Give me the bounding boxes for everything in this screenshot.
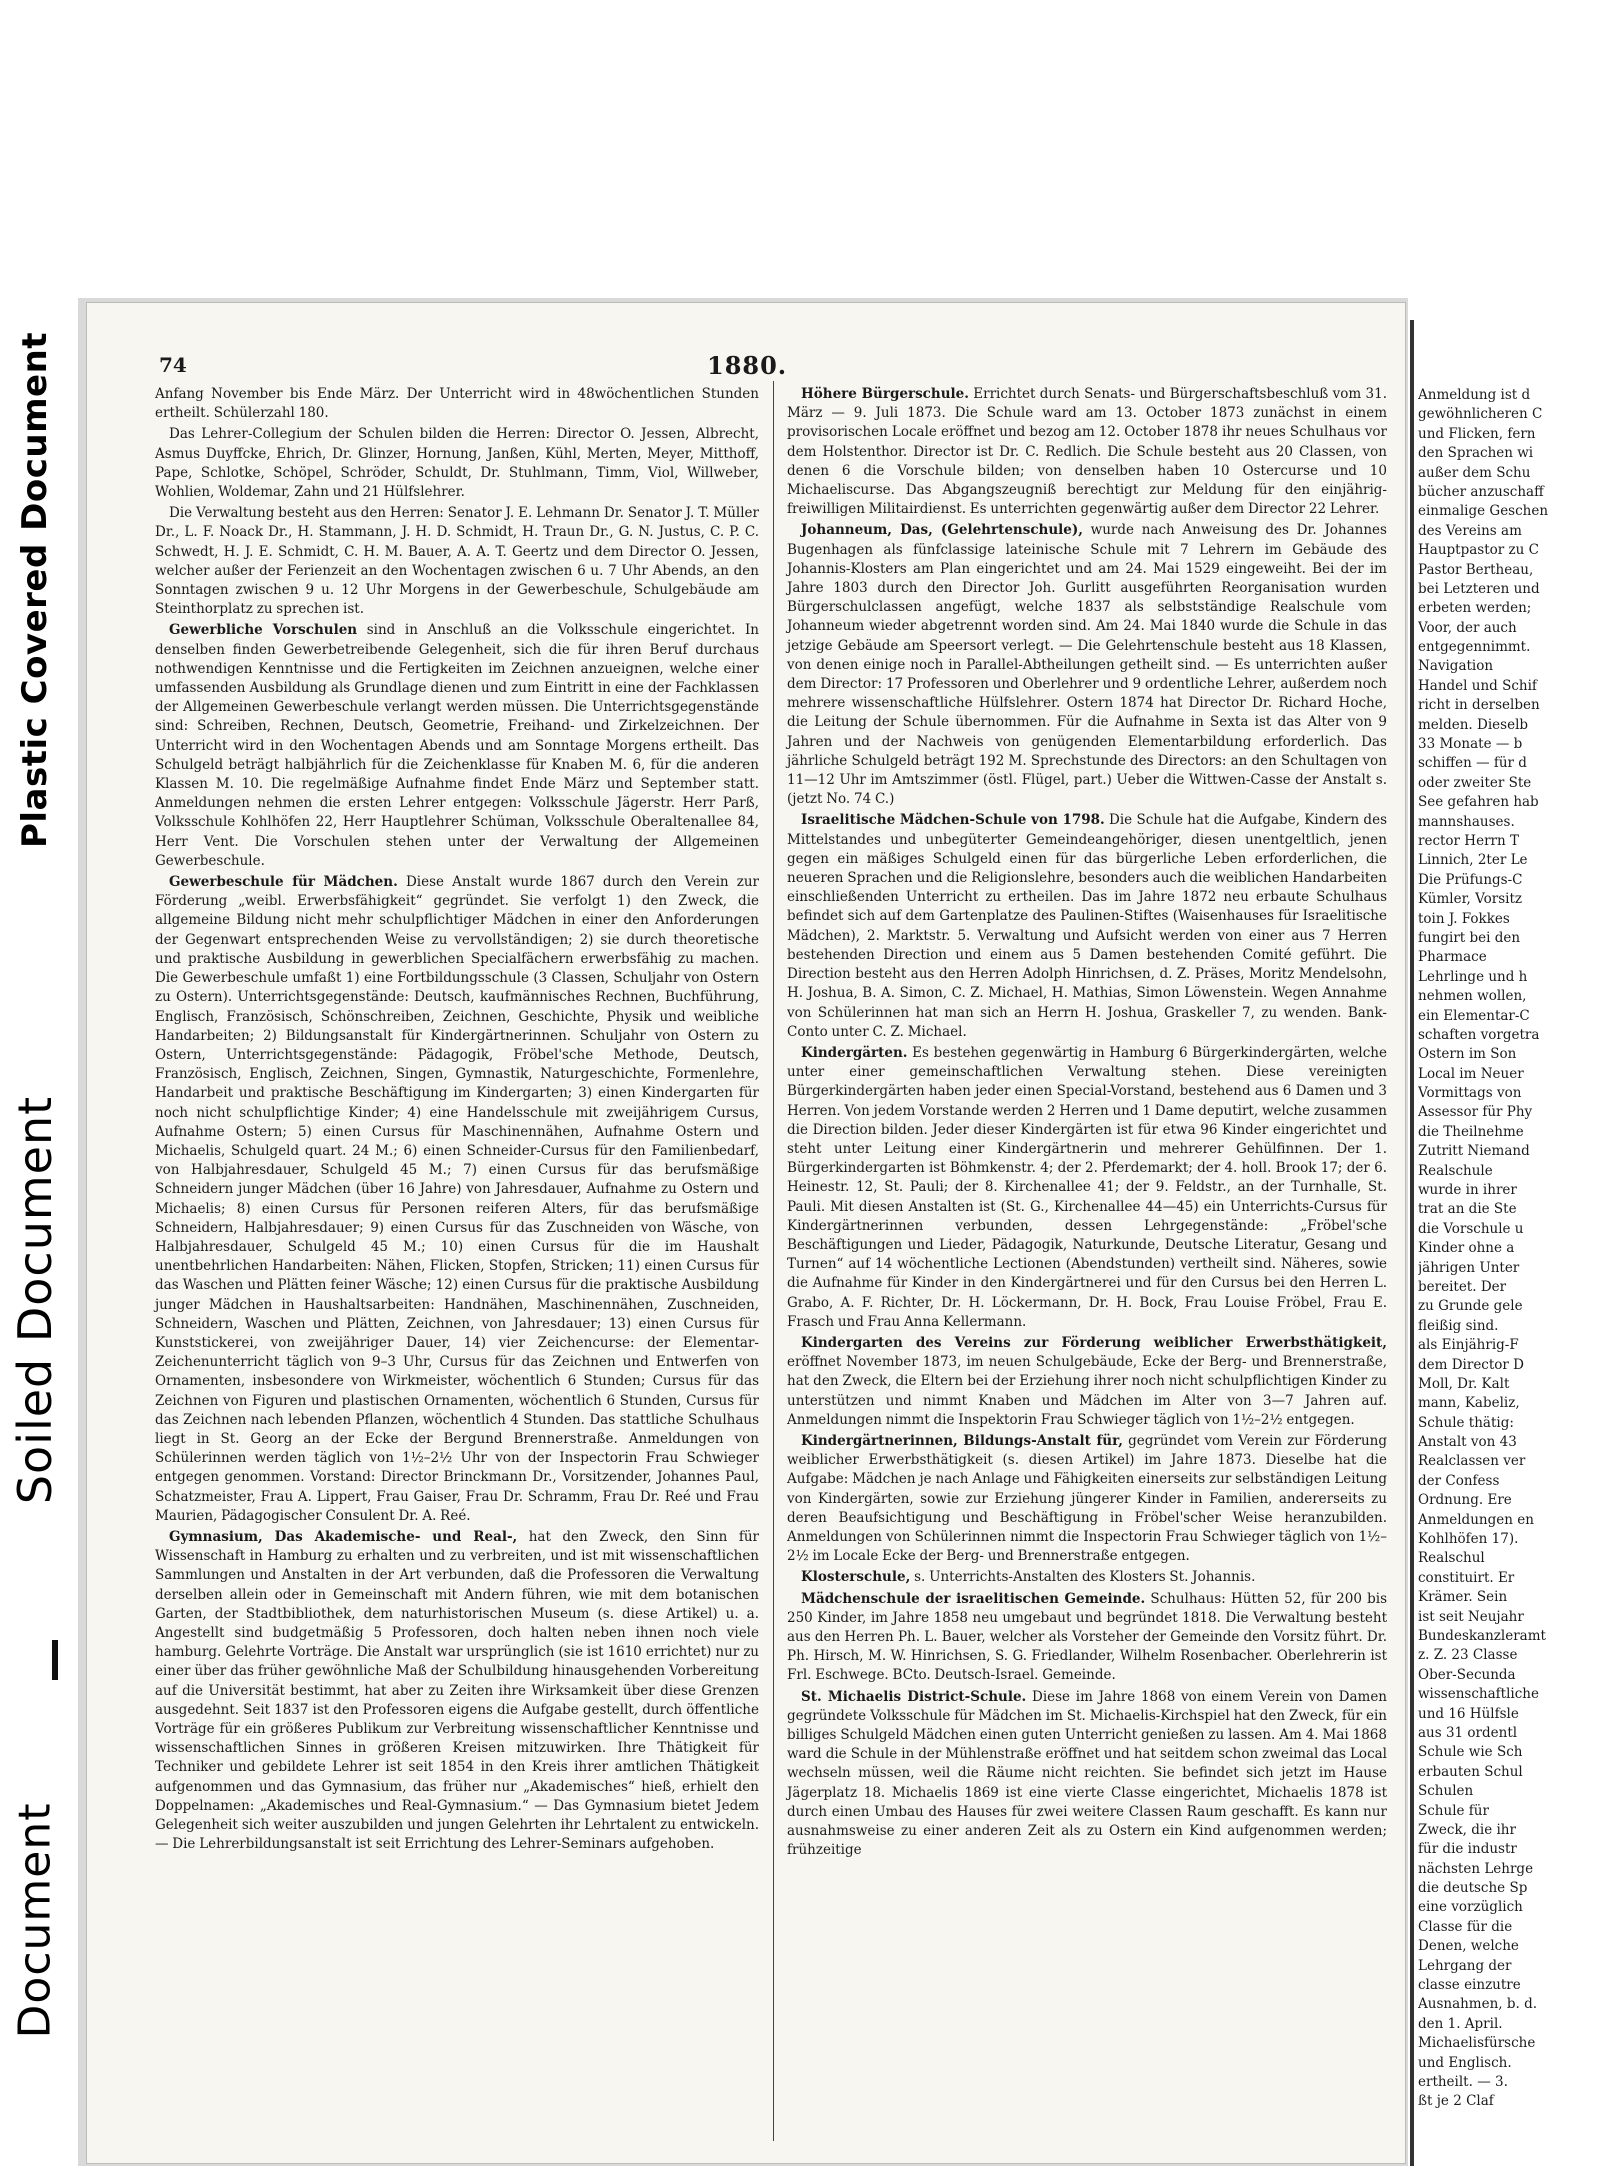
fragment-line: schiffen — für d [1418,755,1527,772]
fragment-line: und Englisch. [1418,2054,1512,2071]
fragment-line: und Flicken, fern [1418,425,1536,442]
article-paragraph [787,1334,1387,1430]
fragment-line: entgegennimmt. [1418,639,1531,656]
next-page-edge [1410,320,1414,2166]
article-text: sind in Anschluß an die Volksschule eingerichtet. In denselben finden Gewerbetreibende Gelegenheit, sich die für ihren Beruf durchaus nothwendigen Kenntnisse und die Fertigkeiten im Zeichnen anzueignen, welche einer umfassenden Ausbildung als Grundlage dienen und zum Eintritt in eine der Fachklassen der Allgemeinen Gewerbeschule verlangt werden müssen. Die Unterrichtsgegenstände sind: Schreiben, Rechnen, Deutsch, Geometrie, Freihand- und Zirkelzeichnen. Der Unterricht wird in den Wochentagen Abends und am Sonntage Morgens ertheilt. Das Schulgeld beträgt halbjährlich für die Zeichenklasse für Knaben M. 6, für die anderen Klassen M. 10. Die regelmäßige Aufnahme findet Ende März und September statt. Anmeldungen nehmen die ersten Lehrer entgegen: Volksschule Jägerstr. Herr Parß, Volksschule Kohlhöfen 22, Herr Hauptlehrer Schüman, Volksschule Oberaltenallee 84, Herr Vent. Die Vorschulen stehen unter der Verwaltung der Allgemeinen Gewerbeschule. [155,622,759,869]
article-text: Diese im Jahre 1868 von einem Verein von Damen gegründete Volksschule für Mädchen im St. Michaelis-Kirchspiel hat den Zweck, für ein billiges Schulgeld Mädchen einen guten Unterricht genießen zu lassen. Am 4. Mai 1868 ward die Schule in der Mühlenstraße eröffnet und hat seitdem schon zweimal das Local wechseln müssen, weil die Räume nicht reichten. Sie befindet sich jetzt im Hause Jägerplatz 18. Michaelis 1869 ist eine vierte Classe eingerichtet, Michaelis 1878 ist durch einen Umbau des Hauses für zwei weitere Classen Raum geschafft. Es kann nur ausnahmsweise zu einer anderen Zeit als zu Ostern ein Kind aufgenommen werden; frühzeitige [787,1688,1387,1859]
fragment-line: jährigen Unter [1418,1259,1520,1276]
article-heading: Höhere Bürgerschule. [801,386,969,402]
spine-label-soiled: Soiled Document [8,1095,62,1505]
fragment-line: wissenschaftliche [1418,1686,1539,1703]
article-paragraph [155,621,759,871]
fragment-line: Michaelisfürsche [1418,2035,1536,2052]
article-text: Die Schule hat die Aufgabe, Kindern des Mittelstandes und unbegüterter Gemeindeangehöriger, diesen unentgeltlich, jenen gegen ein mäßiges Schulgeld einen für das bürgerliche Leben erforderlichen, die neueren Sprachen und die Religionslehre, besonders auch die weiblichen Handarbeiten einschließenden Unterricht zu ertheilen. Das im Jahre 1872 neu erbaute Schulhaus befindet sich auf dem Gartenplatze des Paulinen-Stiftes (Waisenhauses für Israelitische Mädchen), 2. Marktstr. 5. Verwaltung und Aufsicht werden von einer aus 7 Herren bestehenden Direction und einem aus 5 Damen bestehenden Comité geführt. Die Direction besteht aus den Herren Adolph Hinrichsen, d. Z. Präses, Moritz Mendelsohn, H. Joshua, B. A. Simon, C. Z. Michael, H. Mathias, Simon Löwenstein. Wegen Annahme von Schülerinnen hat man sich an Herrn H. Joshua, Graskeller 7, zu wenden. Bank-Conto unter C. Z. Michael. [787,812,1387,1040]
article-paragraph [787,811,1387,1041]
fragment-line: Kinder ohne a [1418,1240,1515,1257]
fragment-line: Pastor Bertheau, [1418,561,1534,578]
article-heading: Israelitische Mädchen-Schule von 1798. [801,812,1105,829]
right-column [787,385,1387,1862]
article-text: Die Verwaltung besteht aus den Herren: Senator J. E. Lehmann Dr. Senator J. T. Müller Dr., L. F. Noack Dr., H. Stammann, J. H. D. Schmidt, H. Traun Dr., G. N. Justus, C. P. C. Schwedt, H. J. E. Schmidt, C. H. M. Bauer, A. A. T. Geertz und dem Director O. Jessen, welcher außer der Ferienzeit an den Wochentagen zwischen 6 u. 7 Uhr Abends, an den Sonntagen zwischen 9 u. 12 Uhr Morgens in der Gewerbeschule, Schulgebäude am Steinthorplatz zu sprechen ist. [155,505,759,618]
article-heading: Kindergärtnerinnen, Bildungs-Anstalt für, [801,1432,1123,1449]
article-text: Das Lehrer-Collegium der Schulen bilden die Herren: Director O. Jessen, Albrecht, Asmus Duyffcke, Ehrich, Dr. Glinzer, Hornung, Janßen, Kühl, Merten, Meyer, Mitthoff, Pape, Schlotke, Schöpel, Schröder, Schuldt, Dr. Stuhlmann, Timm, Viol, Willweber, Wohlien, Woldemar, Zahn und 21 Hülfslehrer. [155,426,759,501]
fragment-line: mannshauses. [1418,813,1515,830]
article-text: Errichtet durch Senats- und Bürgerschaftsbeschluß vom 31. März — 9. Juli 1873. Die Schule ward am 13. October 1873 zunächst in einem provisorischen Locale eröffnet und bezog am 12. October 1878 ihr neues Schulhaus vor dem Holstenthor. Director ist Dr. C. Redlich. Die Schule besteht aus 20 Classen, von denen 6 die Vorschule bilden; von denselben haben 10 Ostercurse und 10 Michaeliscurse. Das Abgangszeugniß berechtigt zur Meldung für den einjährig-freiwilligen Militairdienst. Es unterrichten gegenwärtig außer dem Director 22 Lehrer. [787,386,1387,518]
article-text: Anfang November bis Ende März. Der Unterricht wird in 48wöchentlichen Stunden ertheilt. Schülerzahl 180. [155,386,759,422]
fragment-line: Ordnung. Ere [1418,1492,1512,1509]
fragment-line: einmalige Geschen [1418,503,1549,520]
fragment-line: der Confess [1418,1472,1500,1489]
fragment-line: die deutsche Sp [1418,1880,1528,1897]
fragment-line: See gefahren hab [1418,794,1539,811]
article-paragraph [787,521,1387,809]
fragment-line: schaften vorgetra [1418,1026,1540,1043]
fragment-line: die Theilnehme [1418,1123,1524,1140]
fragment-line: für die industr [1418,1841,1517,1858]
article-paragraph [787,385,1387,519]
fragment-line: Local im Neuer [1418,1065,1524,1082]
fragment-line: zu Grunde gele [1418,1298,1523,1315]
article-heading: Gewerbeschule für Mädchen. [169,874,398,891]
article-paragraph [155,504,759,619]
fragment-line: ist seit Neujahr [1418,1608,1524,1625]
fragment-line: ßt je 2 Claf [1418,2093,1494,2110]
fragment-line: Zutritt Niemand [1418,1143,1530,1160]
article-paragraph [787,1590,1387,1686]
fragment-line: Vormittags von [1418,1085,1522,1102]
fragment-line: den 1. April. [1418,2015,1503,2032]
fragment-line: fleißig sind. [1418,1317,1499,1334]
fragment-line: aus 31 ordentl [1418,1724,1518,1741]
fragment-line: trat an die Ste [1418,1201,1517,1218]
fragment-line: Schulen [1418,1783,1474,1800]
fragment-line: Hauptpastor zu C [1418,542,1539,559]
fragment-line: Anstalt von 43 [1418,1434,1517,1451]
fragment-line: außer dem Schu [1418,464,1531,481]
fragment-line: Assessor für Phy [1418,1104,1533,1121]
fragment-line: Schule thätig: [1418,1414,1514,1431]
fragment-line: ertheilt. — 3. [1418,2073,1508,2090]
spine-label-document: Document [9,1802,61,2038]
fragment-line: classe einzutre [1418,1977,1521,1994]
article-heading: Gewerbliche Vorschulen [169,622,358,639]
fragment-line: rector Herrn T [1418,832,1519,849]
left-column [155,385,759,1856]
fragment-line: dem Director D [1418,1356,1524,1373]
fragment-line: oder zweiter Ste [1418,774,1532,791]
fragment-line: und 16 Hülfsle [1418,1705,1519,1722]
fragment-line: Lehrgang der [1418,1957,1512,1974]
fragment-line: erbeten werden; [1418,600,1532,617]
fragment-line: 33 Monate — b [1418,736,1523,753]
fragment-line: bei Letzteren und [1418,580,1540,597]
fragment-line: des Vereins am [1418,522,1522,539]
fragment-line: Lehrlinge und h [1418,968,1528,985]
scanned-page [86,302,1406,2164]
fragment-line: mann, Kabeliz, [1418,1395,1520,1412]
page-number: 74 [159,353,187,377]
fragment-line: Realclassen ver [1418,1453,1526,1470]
article-paragraph [155,385,759,423]
page-header [87,353,1405,387]
fragment-line: Ausnahmen, b. d. [1418,1996,1538,2013]
fragment-line: Navigation [1418,658,1494,675]
fragment-line: Kümler, Vorsitz [1418,891,1523,908]
next-page-fragment [1418,386,1600,2166]
article-paragraph [155,1528,759,1854]
fragment-line: Krämer. Sein [1418,1589,1508,1606]
article-text: Es bestehen gegenwärtig in Hamburg 6 Bürgerkindergärten, welche unter einer gemeinschaftlichen Verwaltung stehen. Diese vereinigten Bürgerkindergärten haben jeder einen Special-Vorstand, bestehend aus 6 Damen und 3 Herren. Von jedem Vorstande werden 2 Herren und 1 Dame deputirt, welche zusammen die Direction bilden. Jeder dieser Kindergärten ist für etwa 96 Kinder eingerichtet und steht unter Leitung einer Kindergärtnerin und mehrerer Gehülfinnen. Der 1. Bürgerkindergarten ist Böhmkenstr. 4; der 2. Pferdemarkt; der 4. holl. Brook 17; der 6. Heinestr. 12, St. Pauli; der 8. Kirchenallee 41; der 9. Feldstr., an der Turnhalle, St. Pauli. Mit diesen Anstalten ist (St. G., Kirchenallee 44—45) ein Unterrichts-Cursus für Kindergärtnerinnen verbunden, dessen Lehrgegenstände: „Fröbel'sche Beschäftigungen und Lieder, Pädagogik, Naturkunde, Deutsche Literatur, Gesang und Turnen“ auf 14 wöchentliche Lectionen (Abendstunden) vertheilt sind. Näheres, sowie die Aufnahme für Kinder in den Kindergärtnerei und für den Cursus bei den Herren L. Grabo, A. F. Richter, Dr. H. Löckermann, Dr. H. Bock, Frau Louise Fröbel, Frau E. Frasch und Frau Anna Kellermann. [787,1044,1387,1330]
fragment-line: als Einjährig-F [1418,1337,1519,1354]
fragment-line: richt in derselben [1418,697,1540,714]
article-text: s. Unterrichts-Anstalten des Klosters St. Johannis. [910,1569,1256,1586]
fragment-line: toin J. Fokkes [1418,910,1510,927]
fragment-line: bücher anzuschaff [1418,483,1544,500]
article-text: Diese Anstalt wurde 1867 durch den Verein zur Förderung „weibl. Erwerbsfähigkeit“ gegründet. Sie verfolgt 1) den Zweck, die allgemeine Bildung nicht mehr schulpflichtiger Mädchen in einer den Anforderungen der Gegenwart entsprechenden Weise zu vervollständigen; 2) sie durch theoretische und praktische Ausbildung in gewerblichen Specialfächern erwerbsfähig zu machen. Die Gewerbeschule umfaßt 1) eine Fortbildungsschule (3 Classen, Schuljahr von Ostern zu Ostern). Unterrichtsgegenstände: Deutsch, kaufmännisches Rechnen, Buchführung, Englisch, Französisch, Schönschreiben, Zeichnen, Geschichte, Physik und weibliche Handarbeiten; 2) Bildungsanstalt für Kindergärtnerinnen. Schuljahr von Ostern zu Ostern, Unterrichtsgegenstände: Pädagogik, Fröbel'sche Methode, Deutsch, Französisch, Englisch, Zeichnen, Singen, Gymnastik, Naturgeschichte, Formenlehre, Handarbeit und praktische Beschäftigung im Kindergarten; 3) einen Kindergarten für noch nicht schulpflichtige Kinder; 4) eine Handelsschule mit zweijährigem Cursus, Aufnahme Ostern; 5) einen Cursus für Maschinennähen, Aufnahme Ostern und Michaelis, Schulgeld quart. 24 M.; 6) einen Schneider-Cursus für den Familienbedarf, von Halbjahresdauer, Schulgeld 45 M.; 7) einen Cursus für das berufsmäßige Schneidern junger Mädchen (über 16 Jahre) von Jahresdauer, Aufnahme zu Ostern und Michaelis; 8) einen Cursus für Personen reiferen Alters, für das berufsmäßige Schneidern, Halbjahresdauer; 9) einen Cursus für das Zuschneiden von Wäsche, von Halbjahresdauer, Schulgeld 45 M.; 10) einen Cursus für die im Haushalt unentbehrlichen Handarbeiten: Nähen, Flicken, Stopfen, Stricken; 11) einen Cursus für das Waschen und Plätten feiner Wäsche; 12) einen Cursus für die praktische Ausbildung junger Mädchen in Haushaltsarbeiten: Handnähen, Maschinennähen, Zuschneiden, Schneidern, Waschen und Plätten, Zeichnen, von Jahresdauer; 13) einen Cursus für Kunststickerei, von zweijähriger Dauer, 14) vier Zeichencurse: der Elementar-Zeichenunterricht täglich von 9–3 Uhr, Cursus für das Zeichnen und Entwerfen von Ornamenten, insbesondere von Wirkmeister, wöchentlich 6 Stunden; Cursus für das Zeichnen von Figuren und plastischen Ornamenten, wöchentlich 6 Stunden, Cursus für das Zeichnen nach lebenden Pflanzen, wöchentlich 4 Stunden. Das stattliche Schulhaus liegt in St. Georg an der Ecke der Bergund Brennerstraße. Anmeldungen von Schülerinnen werden täglich von 1½–2½ Uhr von der Inspectorin Frau Schwieger entgegen genommen. Vorstand: Director Brinckmann Dr., Vorsitzender, Johannes Paul, Schatzmeister, Frau A. Lippert, Frau Gaiser, Frau Dr. Schramm, Frau Dr. Reé und Frau Maurien, Pädagogischer Consulent Dr. A. Reé. [155,874,760,1524]
fragment-line: den Sprachen wi [1418,445,1534,462]
fragment-line: Anmeldungen en [1418,1511,1534,1528]
fragment-line: Voor, der auch [1418,619,1517,636]
article-heading: Kindergärten. [801,1044,908,1061]
fragment-line: Bundeskanzleramt [1418,1628,1546,1644]
article-heading: Kindergarten des Vereins zur Förderung weiblicher Erwerbsthätigkeit, [801,1334,1387,1351]
article-heading: Klosterschule, [801,1569,911,1586]
fragment-line: Handel und Schif [1418,677,1537,694]
article-paragraph [155,873,759,1526]
fragment-line: constituirt. Er [1418,1569,1515,1586]
fragment-line: Schule wie Sch [1418,1744,1523,1761]
fragment-line: die Vorschule u [1418,1220,1524,1237]
article-heading: Johanneum, Das, (Gelehrtenschule), [801,522,1083,539]
fragment-line: Pharmace [1418,949,1487,966]
fragment-line: eine vorzüglich [1418,1899,1523,1916]
fragment-line: Kohlhöfen 17). [1418,1531,1519,1548]
fragment-line: z. Z. 23 Classe [1418,1647,1518,1664]
page-year: 1880. [707,351,788,380]
fragment-line: Anmeldung ist d [1418,387,1531,403]
fragment-line: Ostern im Son [1418,1046,1517,1063]
fragment-line: erbauten Schul [1418,1763,1523,1780]
fragment-line: Classe für die [1418,1918,1513,1935]
article-text: gegründet vom Verein zur Förderung weiblicher Erwerbsthätigkeit (s. diesen Artikel) im Jahre 1873. Dieselbe hat die Aufgabe: Mädchen je nach Anlage und Fähigkeiten einerseits zur selbständigen Leitung von Kindergärten, sowie zur Erziehung jüngerer Kinder in Familien, andererseits zu deren Beaufsichtigung und Beschäftigung in Fröbel'scher Weise heranzubilden. Anmeldungen von Schülerinnen nimmt die Inspectorin Frau Schwieger täglich von 1½–2½ im Locale Ecke der Berg- und Brennerstraße entgegen. [787,1432,1387,1565]
fragment-line: Realschule [1418,1162,1493,1179]
article-text: wurde nach Anweisung des Dr. Johannes Bugenhagen als fünfclassige lateinische Schule mit 7 Lehrern im Gebäude des Johannis-Klosters am Plan eingerichtet und am 24. Mai 1529 eingeweiht. Bei der im Jahre 1803 durch den Director Joh. Gurlitt ausgeführten Reorganisation wurden Bürgerschulclassen angefügt, welche 1837 als selbstständige Realschule vom Johanneum wieder abgetrennt worden sind. Am 24. Mai 1840 wurde die Schule in das jetzige Gebäude am Speersort verlegt. — Die Gelehrtenschule besteht aus 18 Klassen, von denen einige noch in Parallel-Abtheilungen getheilt sind. — Es unterrichten außer dem Director: 17 Professoren und Oberlehrer und 9 ordentliche Lehrer, außerdem noch mehrere wissenschaftliche Hülfslehrer. Ostern 1874 hat Director Dr. Richard Hoche, die Leitung der Schule übernommen. Für die Aufnahme in Sexta ist das Alter von 9 Jahren und der Nachweis von genügenden Elementarbildung erforderlich. Das jährliche Schulgeld beträgt 192 M. Sprechstunde des Directors: an den Schultagen von 11—12 Uhr im Amtszimmer (östl. Flügel, part.) Ueber die Wittwen-Casse der Anstalt s. (jetzt No. 74 C.) [787,522,1387,808]
fragment-line: Zweck, die ihr [1418,1821,1516,1838]
article-paragraph [787,1432,1387,1566]
article-heading: St. Michaelis District-Schule. [801,1688,1027,1705]
fragment-line: Realschul [1418,1550,1485,1567]
fragment-line: melden. Dieselb [1418,716,1529,733]
fragment-line: Ober-Secunda [1418,1666,1516,1683]
fragment-line: gewöhnlicheren C [1418,406,1543,423]
fragment-line: Schule für [1418,1802,1489,1819]
article-paragraph [787,1568,1387,1587]
fragment-line: bereitet. Der [1418,1278,1507,1295]
fragment-line: nächsten Lehrge [1418,1860,1534,1877]
fragment-line: fungirt bei den [1418,929,1521,946]
article-text: eröffnet November 1873, im neuen Schulgebäude, Ecke der Berg- und Brennerstraße, hat den Zweck, die Eltern bei der Erziehung ihrer noch nicht schulpflichtigen Kinder zu unterstützen und nimmt Knaben und Mädchen im Alter von 3—7 Jahren auf. Anmeldungen nimmt die Inspektorin Frau Schwieger täglich von 1½–2½ entgegen. [787,1354,1387,1428]
article-heading: Gymnasium, Das Akademische- und Real-, [169,1528,518,1545]
fragment-line: ein Elementar-C [1418,1007,1530,1024]
article-paragraph [155,425,759,502]
article-text: Schulhaus: Hütten 52, für 200 bis 250 Kinder, im Jahre 1858 neu umgebaut und begründet 1818. Die Verwaltung besteht aus den Herren Ph. L. Bauer, welcher als Vorsteher der Gemeinde den Vorsitz führt. Dr. Ph. Hirsch, M. W. Hinrichsen, S. G. Friedlander, Wilhelm Rosenbacher. Oberlehrerin ist Frl. Eschwege. BCto. Deutsch-Israel. Gemeinde. [787,1590,1387,1684]
scanner-margin [0,0,70,2177]
fragment-line: Denen, welche [1418,1938,1519,1955]
fragment-line: wurde in ihrer [1418,1182,1517,1199]
column-divider [773,381,774,2141]
marker-bar [52,1640,58,1680]
article-heading: Mädchenschule der israelitischen Gemeinde. [801,1590,1146,1607]
article-paragraph [787,1044,1387,1332]
article-paragraph [787,1688,1387,1861]
spine-label-plastic-covered: Plastic Covered Document [15,331,56,849]
fragment-line: Die Prüfungs-C [1418,871,1523,888]
article-text: hat den Zweck, den Sinn für Wissenschaft in Hamburg zu erhalten und zu verbreiten, und ist mit wissenschaftlichen Sammlungen und Anstalten in der Art verbunden, daß die Professoren die Verwaltung derselben allein oder in Gemeinschaft mit Andern führen, wie mit dem botanischen Garten, der Stadtbibliothek, dem naturhistorischen Museum (s. diese Artikel) u. a. Angestellt sind budgetmäßig 5 Professoren, doch halten neben ihnen noch viele hamburg. Gelehrte Vorträge. Die Anstalt war ursprünglich (sie ist 1610 errichtet) nur zu einer über das früher gewöhnliche Maß der Schulbildung hinausgehenden Vorbereitung auf die Universität bestimmt, hat aber zu Zeiten ihre Wirksamkeit über diese Grenzen ausgedehnt. Seit 1837 ist den Professoren eigens die Aufgabe gestellt, durch öffentliche Vorträge für ein größeres Publikum zur Verbreitung wissenschaftlicher Kenntnisse und wissenschaftlichen Sinnes in größeren Kreisen mitzuwirken. Ihre Thätigkeit für Techniker und gebildete Lehrer ist seit 1854 in den Kreis ihrer amtlichen Thätigkeit aufgenommen und das Gymnasium, das früher nur „Akademisches“ hieß, erhielt den Doppelnamen: „Akademisches und Real-Gymnasium.“ — Das Gymnasium bietet Jedem Gelegenheit sich weiter auszubilden und jungen Gelehrten ihr Lehrtalent zu entwickeln. — Die Lehrerbildungsanstalt ist seit Errichtung des Lehrer-Seminars aufgehoben. [155,1528,759,1853]
fragment-line: nehmen wollen, [1418,988,1527,1005]
fragment-line: Linnich, 2ter Le [1418,852,1528,869]
fragment-line: Moll, Dr. Kalt [1418,1375,1510,1392]
